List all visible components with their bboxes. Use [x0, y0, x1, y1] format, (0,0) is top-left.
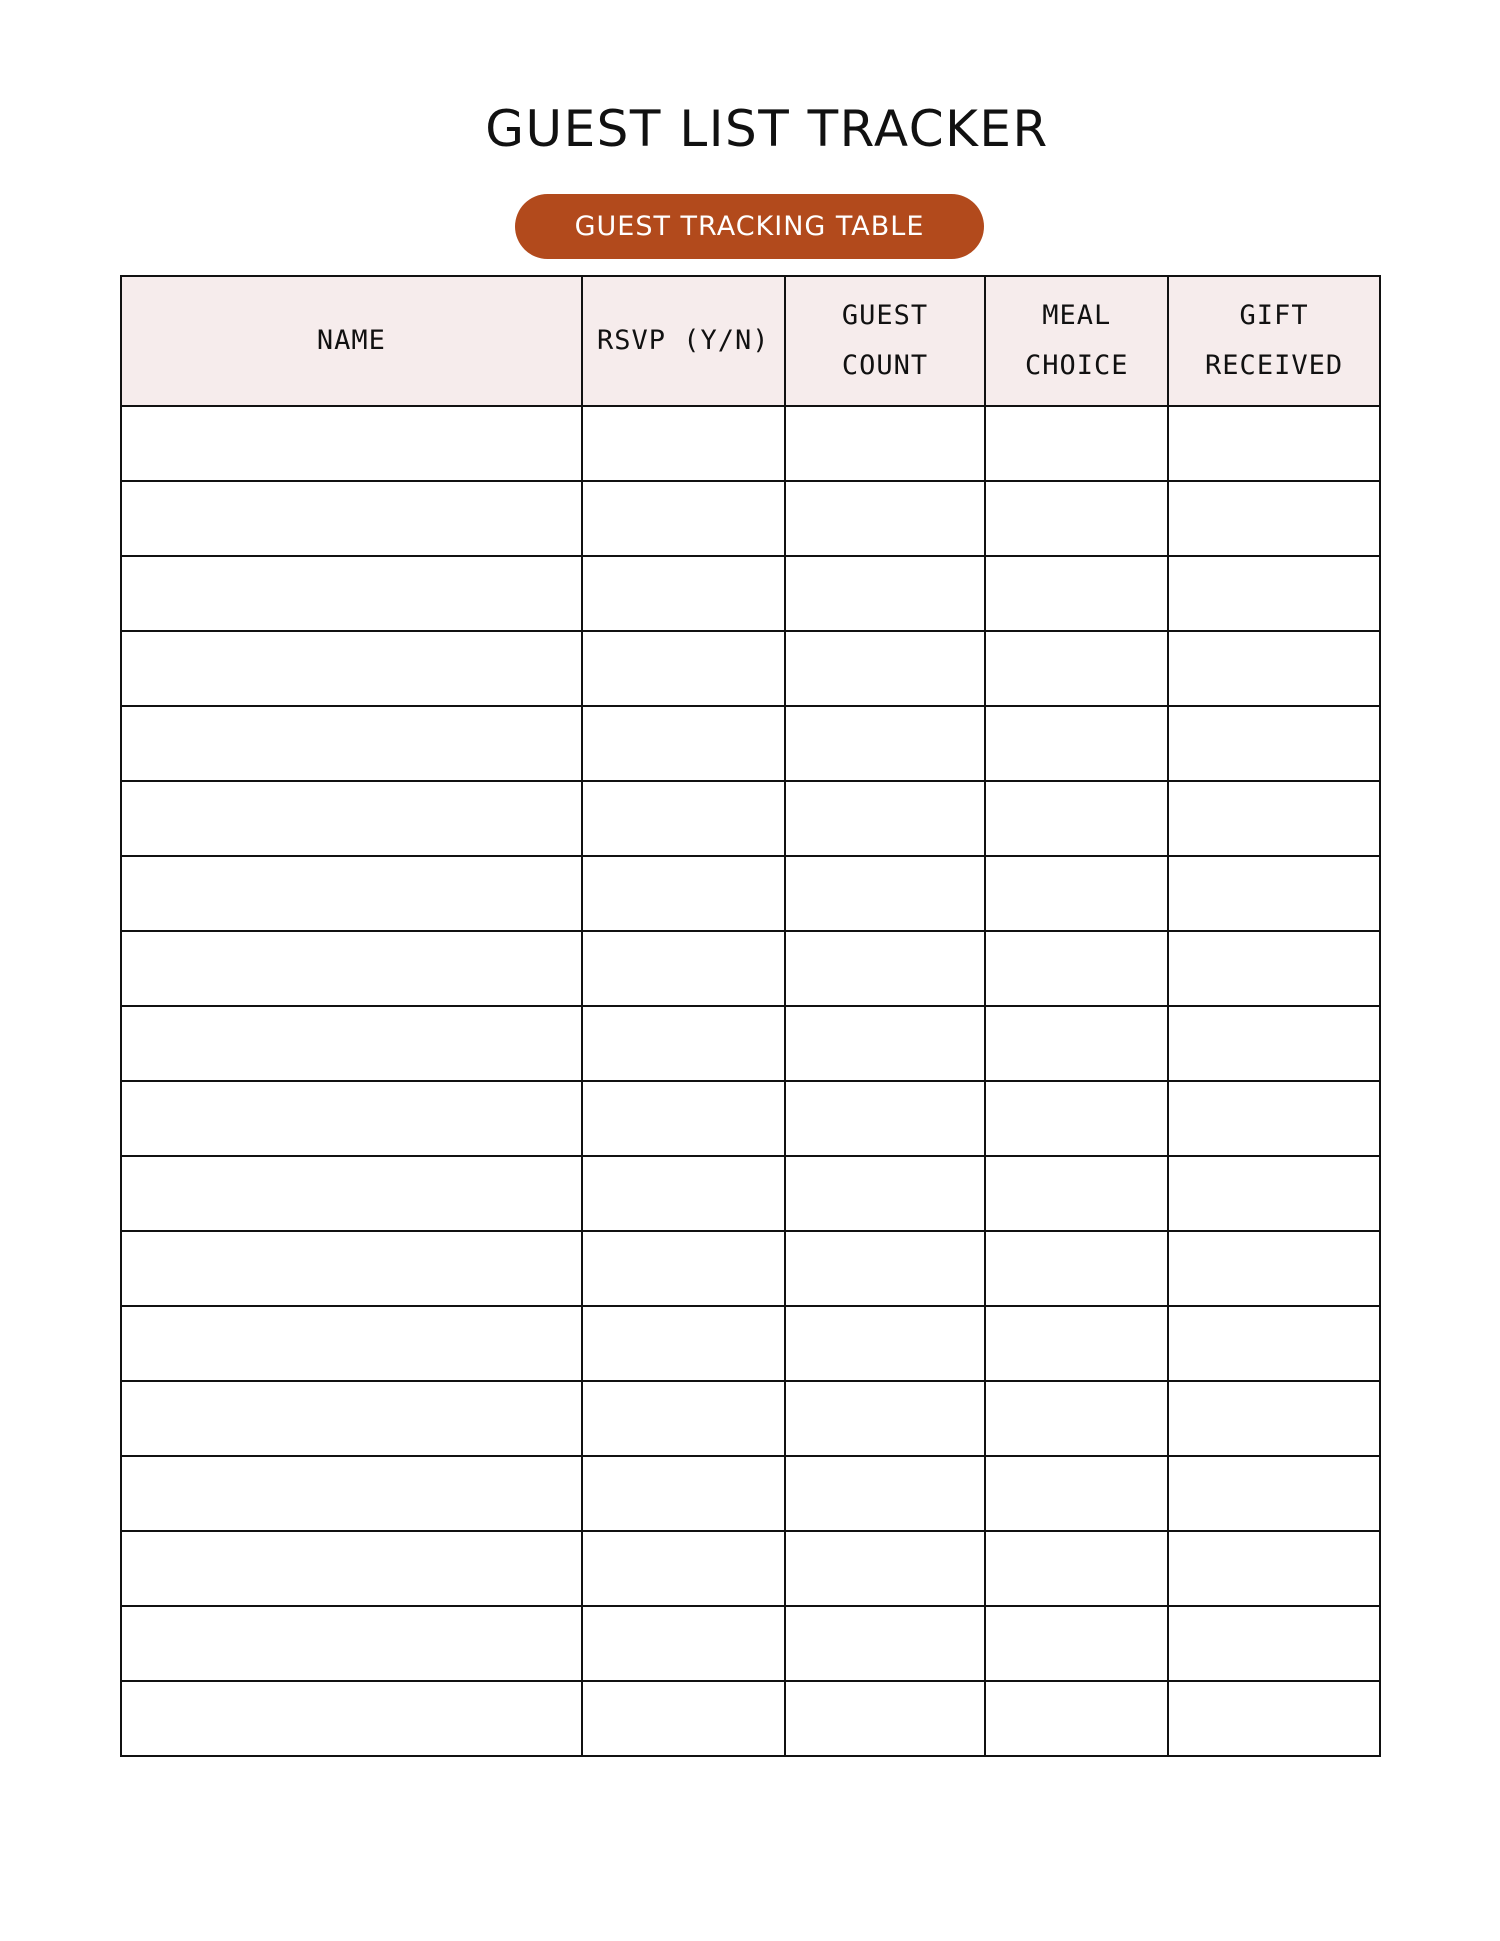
- meal-choice-cell[interactable]: [985, 931, 1168, 1006]
- name-cell[interactable]: [121, 1156, 582, 1231]
- meal-choice-cell[interactable]: [985, 406, 1168, 481]
- rsvp-cell[interactable]: [582, 856, 785, 931]
- column-header-rsvp: RSVP (Y/N): [582, 276, 785, 406]
- gift-received-cell[interactable]: [1168, 556, 1380, 631]
- rsvp-cell[interactable]: [582, 1606, 785, 1681]
- name-cell[interactable]: [121, 481, 582, 556]
- section-label-text: GUEST TRACKING TABLE: [574, 211, 925, 242]
- table-row: [121, 856, 1380, 931]
- guest-count-cell[interactable]: [785, 1681, 986, 1756]
- name-cell[interactable]: [121, 556, 582, 631]
- meal-choice-cell[interactable]: [985, 1156, 1168, 1231]
- name-cell[interactable]: [121, 856, 582, 931]
- guest-count-cell[interactable]: [785, 631, 986, 706]
- name-cell[interactable]: [121, 781, 582, 856]
- column-header-gift-received: GIFT RECEIVED: [1168, 276, 1380, 406]
- meal-choice-cell[interactable]: [985, 1231, 1168, 1306]
- meal-choice-cell[interactable]: [985, 481, 1168, 556]
- gift-received-cell[interactable]: [1168, 1456, 1380, 1531]
- gift-received-cell[interactable]: [1168, 406, 1380, 481]
- table-row: [121, 1306, 1380, 1381]
- rsvp-cell[interactable]: [582, 481, 785, 556]
- page-title: GUEST LIST TRACKER: [485, 100, 1049, 158]
- meal-choice-cell[interactable]: [985, 1606, 1168, 1681]
- name-cell[interactable]: [121, 406, 582, 481]
- guest-count-cell[interactable]: [785, 556, 986, 631]
- guest-tracking-table: [120, 275, 1381, 1757]
- rsvp-cell[interactable]: [582, 1456, 785, 1531]
- column-header-name: NAME: [121, 276, 582, 406]
- gift-received-cell[interactable]: [1168, 1606, 1380, 1681]
- name-cell[interactable]: [121, 1306, 582, 1381]
- meal-choice-cell[interactable]: [985, 1456, 1168, 1531]
- table-row: [121, 1456, 1380, 1531]
- rsvp-cell[interactable]: [582, 931, 785, 1006]
- guest-count-cell[interactable]: [785, 1231, 986, 1306]
- column-header-meal-choice: MEAL CHOICE: [985, 276, 1168, 406]
- table-body: [121, 406, 1380, 1756]
- table-row: [121, 1606, 1380, 1681]
- rsvp-cell[interactable]: [582, 1081, 785, 1156]
- gift-received-cell[interactable]: [1168, 1306, 1380, 1381]
- guest-count-cell[interactable]: [785, 706, 986, 781]
- gift-received-cell[interactable]: [1168, 1006, 1380, 1081]
- table-header-row: [121, 276, 1380, 406]
- gift-received-cell[interactable]: [1168, 781, 1380, 856]
- table-row: [121, 1006, 1380, 1081]
- table-row: [121, 631, 1380, 706]
- table-row: [121, 931, 1380, 1006]
- meal-choice-cell[interactable]: [985, 856, 1168, 931]
- guest-count-cell[interactable]: [785, 781, 986, 856]
- name-cell[interactable]: [121, 1006, 582, 1081]
- table-row: [121, 556, 1380, 631]
- meal-choice-cell[interactable]: [985, 1306, 1168, 1381]
- gift-received-cell[interactable]: [1168, 481, 1380, 556]
- guest-count-cell[interactable]: [785, 1306, 986, 1381]
- gift-received-cell[interactable]: [1168, 1381, 1380, 1456]
- table-row: [121, 781, 1380, 856]
- table-row: [121, 1381, 1380, 1456]
- guest-count-cell[interactable]: [785, 1006, 986, 1081]
- meal-choice-cell[interactable]: [985, 781, 1168, 856]
- meal-choice-cell[interactable]: [985, 706, 1168, 781]
- gift-received-cell[interactable]: [1168, 1231, 1380, 1306]
- meal-choice-cell[interactable]: [985, 1531, 1168, 1606]
- rsvp-cell[interactable]: [582, 1006, 785, 1081]
- name-cell[interactable]: [121, 1231, 582, 1306]
- guest-count-cell[interactable]: [785, 1606, 986, 1681]
- rsvp-cell[interactable]: [582, 1381, 785, 1456]
- name-cell[interactable]: [121, 1456, 582, 1531]
- guest-count-cell[interactable]: [785, 931, 986, 1006]
- gift-received-cell[interactable]: [1168, 706, 1380, 781]
- gift-received-cell[interactable]: [1168, 1531, 1380, 1606]
- table-row: [121, 1681, 1380, 1756]
- rsvp-cell[interactable]: [582, 631, 785, 706]
- name-cell[interactable]: [121, 631, 582, 706]
- guest-count-cell[interactable]: [785, 1456, 986, 1531]
- gift-received-cell[interactable]: [1168, 856, 1380, 931]
- rsvp-cell[interactable]: [582, 1156, 785, 1231]
- meal-choice-cell[interactable]: [985, 1681, 1168, 1756]
- name-cell[interactable]: [121, 1081, 582, 1156]
- meal-choice-cell[interactable]: [985, 1006, 1168, 1081]
- name-cell[interactable]: [121, 1681, 582, 1756]
- table-row: [121, 1231, 1380, 1306]
- meal-choice-cell[interactable]: [985, 631, 1168, 706]
- section-label-badge: [515, 194, 984, 259]
- guest-count-cell[interactable]: [785, 1156, 986, 1231]
- rsvp-cell[interactable]: [582, 1231, 785, 1306]
- column-header-guest-count: GUEST COUNT: [785, 276, 986, 406]
- table-row: [121, 406, 1380, 481]
- name-cell[interactable]: [121, 1531, 582, 1606]
- gift-received-cell[interactable]: [1168, 1081, 1380, 1156]
- rsvp-cell[interactable]: [582, 1531, 785, 1606]
- rsvp-cell[interactable]: [582, 1681, 785, 1756]
- name-cell[interactable]: [121, 1606, 582, 1681]
- guest-count-cell[interactable]: [785, 1531, 986, 1606]
- gift-received-cell[interactable]: [1168, 1156, 1380, 1231]
- table-row: [121, 1081, 1380, 1156]
- guest-count-cell[interactable]: [785, 481, 986, 556]
- guest-count-cell[interactable]: [785, 1381, 986, 1456]
- meal-choice-cell[interactable]: [985, 556, 1168, 631]
- name-cell[interactable]: [121, 1381, 582, 1456]
- name-cell[interactable]: [121, 706, 582, 781]
- guest-count-cell[interactable]: [785, 856, 986, 931]
- name-cell[interactable]: [121, 931, 582, 1006]
- table-row: [121, 706, 1380, 781]
- rsvp-cell[interactable]: [582, 556, 785, 631]
- table-row: [121, 1531, 1380, 1606]
- rsvp-cell[interactable]: [582, 1306, 785, 1381]
- gift-received-cell[interactable]: [1168, 931, 1380, 1006]
- rsvp-cell[interactable]: [582, 406, 785, 481]
- rsvp-cell[interactable]: [582, 781, 785, 856]
- guest-count-cell[interactable]: [785, 1081, 986, 1156]
- rsvp-cell[interactable]: [582, 706, 785, 781]
- guest-count-cell[interactable]: [785, 406, 986, 481]
- gift-received-cell[interactable]: [1168, 631, 1380, 706]
- gift-received-cell[interactable]: [1168, 1681, 1380, 1756]
- meal-choice-cell[interactable]: [985, 1381, 1168, 1456]
- table-row: [121, 1156, 1380, 1231]
- meal-choice-cell[interactable]: [985, 1081, 1168, 1156]
- table-row: [121, 481, 1380, 556]
